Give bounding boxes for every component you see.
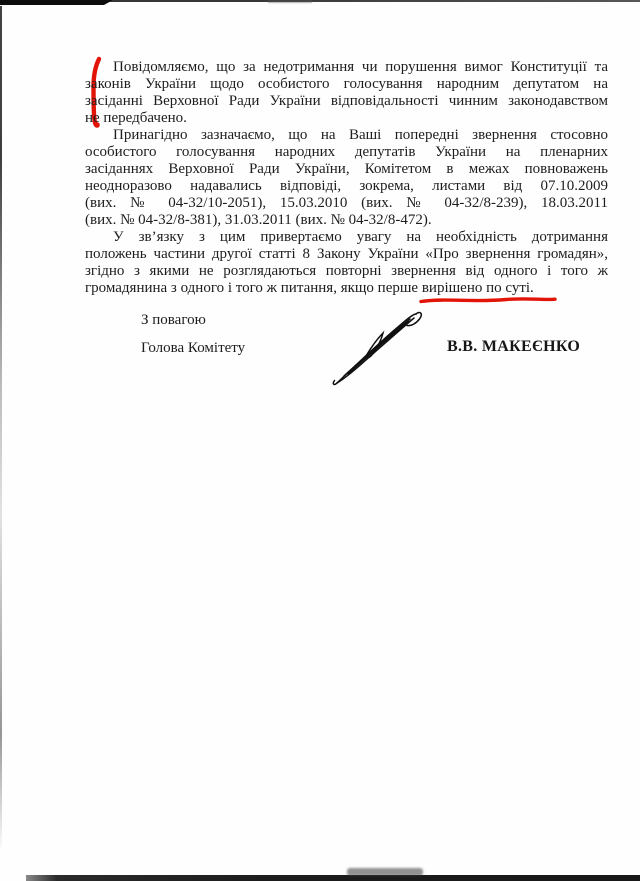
signer-title: Голова Комітету (141, 340, 246, 356)
body-line-text: громадянина з одного і того ж питання, якщо перше (85, 280, 422, 296)
signature-icon (330, 306, 430, 388)
body-line: засіданні Верховної Ради України відповідальності чинним законодавством (85, 93, 608, 109)
body-line: положень частини другої статті 8 Закону України «Про звернення громадян», (85, 246, 608, 262)
body-line: неодноразово надавались відповіді, зокрема, листами від 07.10.2009 (85, 178, 608, 194)
body-line: засіданнях Верховної Ради України, Комітетом в межах повноважень (85, 161, 608, 177)
scan-bottom-edge-strip (26, 875, 640, 881)
body-line: згідно з якими не розглядаються повторні звернення від одного і того ж (85, 263, 608, 279)
body-line: Принагідно зазначаємо, що на Ваші попередні звернення стосовно (113, 127, 608, 143)
body-line: законів України щодо особистого голосування народним депутатом на (85, 76, 608, 92)
red-underlined-text (422, 280, 534, 297)
body-line: особистого голосування народних депутатів України на пленарних (85, 144, 608, 160)
scan-top-left-bar (0, 0, 113, 5)
scan-left-edge-line (0, 6, 2, 852)
scan-bottom-smudge (347, 868, 423, 876)
body-line: не передбачено. (85, 110, 187, 126)
signer-name: В.В. МАКЕЄНКО (447, 338, 581, 355)
red-underline-icon (418, 295, 558, 305)
underlined-phrase: вирішено по суті. (421, 280, 534, 296)
body-line: У зв’язку з цим привертаємо увагу на необхідність дотримання (113, 229, 608, 245)
closing-regards: З повагою (141, 312, 206, 328)
body-line: (вих. № 04-32/8-381), 31.03.2011 (вих. № 04-32/8-472). (85, 212, 432, 228)
body-line: Повідомляємо, що за недотримання чи порушення вимог Конституції та (113, 59, 608, 75)
scan-top-speckle (268, 0, 312, 3)
letter-body (85, 59, 608, 297)
body-line (85, 280, 608, 297)
body-line: (вих. № 04-32/10-2051), 15.03.2010 (вих. № 04-32/8-239), 18.03.2011 (85, 195, 608, 211)
